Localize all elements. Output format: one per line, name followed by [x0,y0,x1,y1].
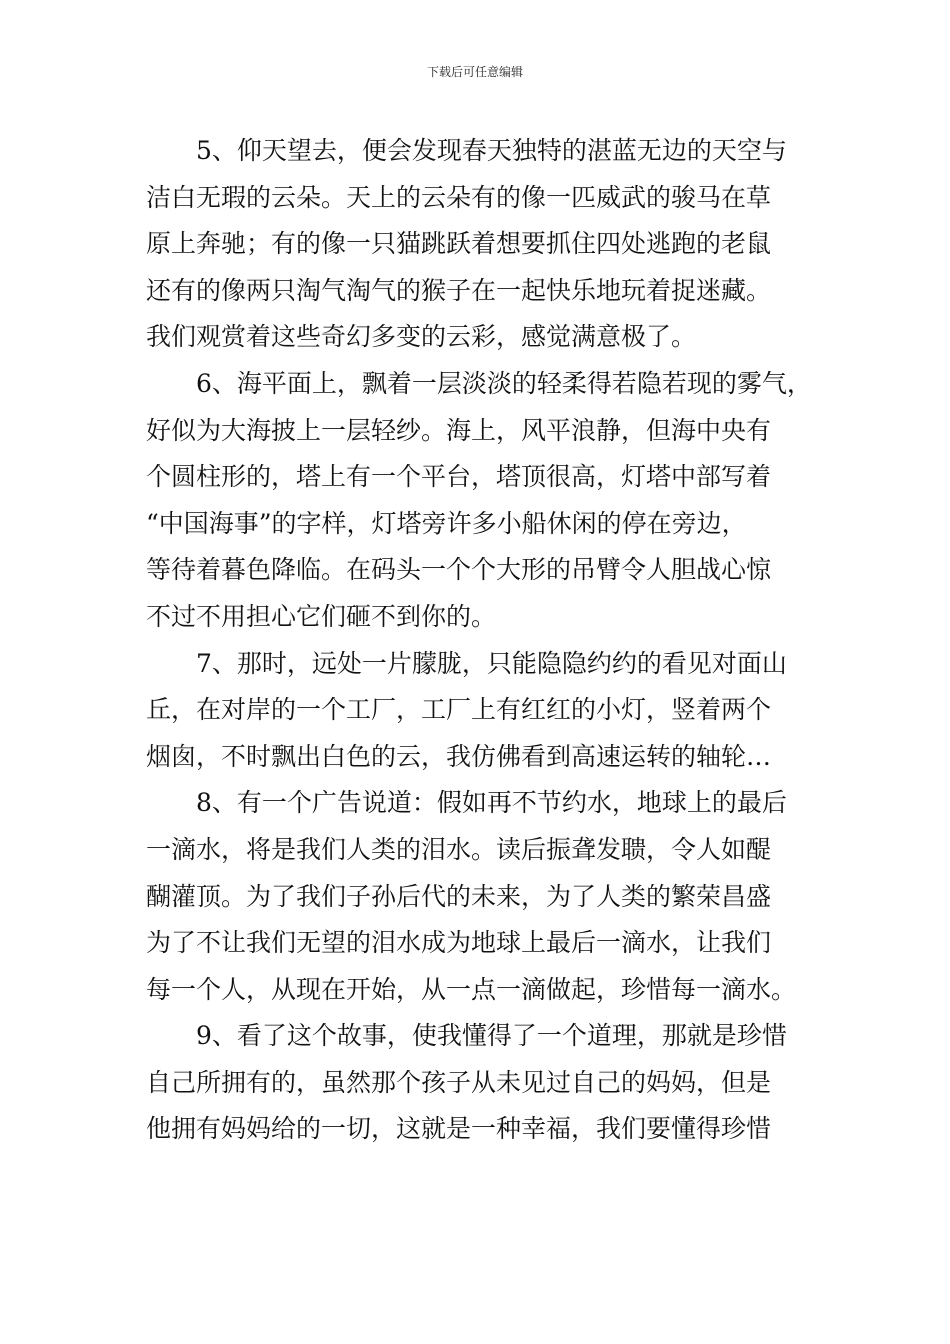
text-line: 烟囱，不时飘出白色的云，我仿佛看到高速运转的轴轮… [146,741,772,771]
text-line: 5、仰天望去，便会发现春天独特的湛蓝无边的天空与 [196,136,787,165]
text-line: 一滴水，将是我们人类的泪水。读后振聋发聩，令人如醍 [146,834,772,864]
text-line: 原上奔驰；有的像一只猫跳跃着想要抓住四处逃跑的老鼠 [146,229,772,259]
text-line: 8、有一个广告说道：假如再不节约水，地球上的最后 [196,788,787,818]
text-line: 个圆柱形的，塔上有一个平台，塔顶很高，灯塔中部写着 [146,462,772,492]
text-line: 他拥有妈妈给的一切，这就是一种幸福，我们要懂得珍惜 [146,1114,772,1144]
text-line: 不过不用担心它们砸不到你的。 [146,601,497,631]
text-line: 9、看了这个故事，使我懂得了一个道理，那就是珍惜 [196,1021,787,1051]
paragraph-8 [146,780,816,1013]
paragraph-7 [146,641,816,781]
text-line: 我们观赏着这些奇幻多变的云彩，感觉满意极了。 [146,322,697,352]
text-line: 6、海平面上，飘着一层淡淡的轻柔得若隐若现的雾气， [196,368,812,398]
text-line: 等待着暮色降临。在码头一个个大形的吊臂令人胆战心惊 [146,555,772,585]
text-line: 好似为大海披上一层轻纱。海上，风平浪静，但海中央有 [146,415,772,445]
text-line: 每一个人，从现在开始，从一点一滴做起，珍惜每一滴水。 [146,974,797,1004]
text-line: 醐灌顶。为了我们子孙后代的未来，为了人类的繁荣昌盛 [146,881,772,911]
text-line: 为了不让我们无望的泪水成为地球上最后一滴水，让我们 [146,928,772,958]
body-text [146,128,816,1153]
text-line: 7、那时，远处一片朦胧，只能隐隐约约的看见对面山 [196,648,787,678]
paragraph-5 [146,128,816,361]
text-line: 洁白无瑕的云朵。天上的云朵有的像一匹威武的骏马在草 [146,182,772,212]
text-line: “中国海事”的字样，灯塔旁许多小船休闲的停在旁边， [146,508,747,538]
text-line: 丘，在对岸的一个工厂，工厂上有红红的小灯，竖着两个 [146,695,772,725]
paragraph-6 [146,361,816,641]
page-header: 下载后可任意编辑 [426,65,523,79]
paragraph-9 [146,1013,816,1153]
text-line: 自己所拥有的，虽然那个孩子从未见过自己的妈妈，但是 [146,1067,772,1097]
text-line: 还有的像两只淘气淘气的猴子在一起快乐地玩着捉迷藏。 [146,275,772,305]
